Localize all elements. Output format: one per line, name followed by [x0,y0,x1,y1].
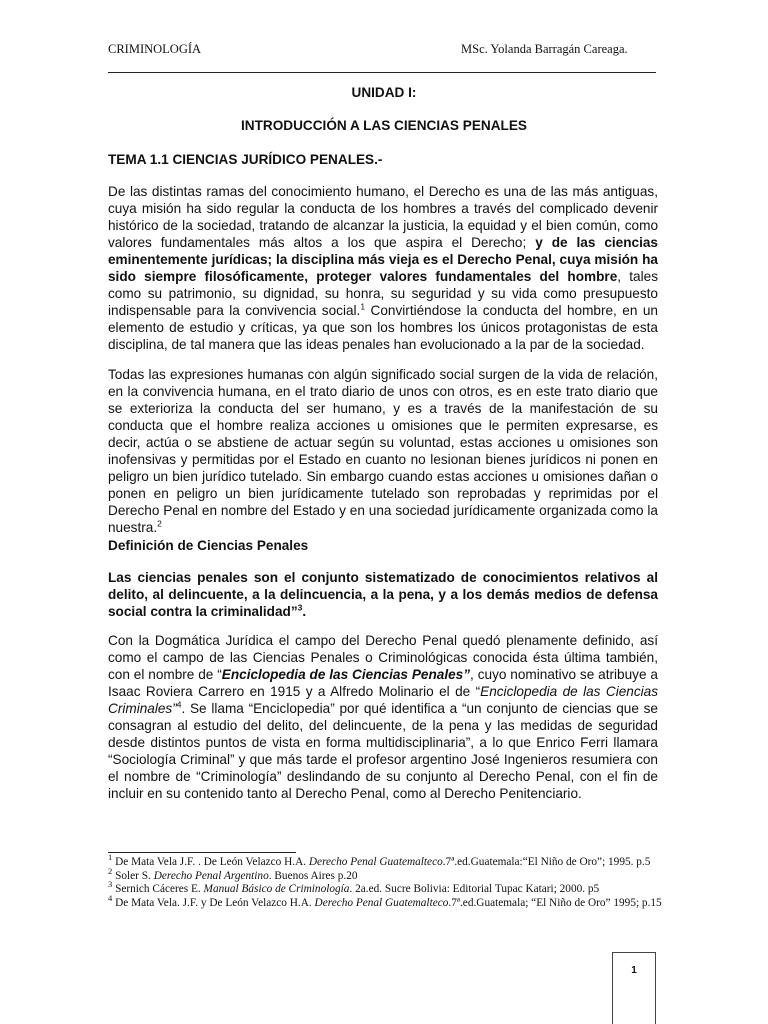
footnote-1 [108,852,668,870]
enciclopedia-ciencias-criminales: Enciclopedia de las Ciencias Criminales” [108,684,659,716]
footnote-1-publication: .7ª.ed.Guatemala:“El Niño de Oro”; 1995. p.5 [442,856,651,868]
paragraph-3-text-c: . Se llama “Enciclopedia” por qué identifica a “un conjunto de ciencias que se consagran al estudio del delito, del delincuente, de la pena y las medidas de seguridad desde distintos puntos de vista en forma multidisciplinaria”, a lo que Enrico Ferri llamara “Sociología Criminal” y que más tarde el profesor argentino José Ingenieros resumiera con el nombre de “Criminología” deslindando de su conjunto al Derecho Penal, con el fin de incluir en su contenido tanto al Derecho Penal, como al Derecho Penitenciario. [108,701,658,801]
paragraph-3-text-b: , cuyo nominativo se atribuye a Isaac Roviera Carrero en 1915 y a Alfredo Molinario el de “ [108,667,658,699]
footnote-ref-3[interactable]: 3 [297,602,303,613]
footnote-3-authors: Sernich Cáceres E. [112,883,204,896]
paragraph-1-text-a: De las distintas ramas del conocimiento humano, el Derecho es una de las más antiguas, cuya misión ha sido regular la conducta de los hombres a través del complicado devenir histórico de la sociedad, tratando de alcanzar la justicia, la equidad y el bien común, como valores fundamentales más altos a los que aspira el Derecho; [108,184,658,250]
paragraph-3 [108,632,658,802]
header-author: MSc. Yolanda Barragán Careaga. [461,42,628,56]
paragraph-3-text-a: Con la Dogmática Jurídica el campo del Derecho Penal quedó plenamente definido, así como el campo de las Ciencias Penales o Criminológicas conocida ésta última también, con el nombre de “ [108,633,658,682]
footnote-2-authors: Soler S. [112,869,154,882]
footnote-ref-2[interactable]: 2 [157,518,162,529]
definition-heading: Definición de Ciencias Penales [108,538,309,553]
footnote-4-book-title: Derecho Penal Guatemalteco [314,896,449,909]
footnote-2-number: 2 [108,865,113,876]
page-number: 1 [631,965,637,976]
footnote-1-authors: De Mata Vela J.F. . De León Velazco H.A. [112,856,309,868]
section-title: INTRODUCCIÓN A LAS CIENCIAS PENALES [241,118,527,133]
footnote-3 [108,879,668,897]
paragraph-2-text: Todas las expresiones humanas con algún significado social surgen de la vida de relación, en la convivencia humana, en el trato diario de unos con otros, es en este trato diario que se exterioriza la conducta del ser humano, y es a través de la manifestación de su conducta que el hombre realiza acciones u omisiones que le permiten expresarse, es decir, actúa o se abstiene de actuar según su voluntad, estas acciones u omisiones son inofensivas y permitidas por el Estado en cuanto no lesionan bienes jurídicos ni ponen en peligro un bien jurídico tutelado. Sin embargo cuando estas acciones u omisiones dañan o ponen en peligro un bien jurídicamente tutelado son reprobadas y reprimidas por el Derecho Penal en nombre del Estado y en una sociedad jurídicamente organizada como la nuestra. [108,367,658,535]
definition-end: . [302,604,307,619]
header-course-title: CRIMINOLOGÍA [108,42,202,56]
footnote-3-number: 3 [108,879,113,890]
topic-title: TEMA 1.1 CIENCIAS JURÍDICO PENALES.- [108,152,383,167]
header-divider [108,72,656,73]
footnote-3-publication: . 2a.ed. Sucre Bolivia: Editorial Tupac Katari; 2000. p5 [349,883,600,896]
footnotes [108,852,668,910]
page-number-box [612,952,656,1024]
footnote-1-book-title: Derecho Penal Guatemalteco [308,856,443,868]
footnote-4 [108,893,668,911]
footnote-4-number: 4 [108,893,113,904]
footnote-2 [108,865,668,884]
footnote-divider [108,852,296,853]
paragraph-1 [108,183,658,353]
definition-text [108,569,658,620]
definition-body: Las ciencias penales son el conjunto sistematizado de conocimientos relativos al delito, al delincuente, a la delincuencia, a la pena, y a los demás medios de defensa social contra la criminalidad” [108,570,658,619]
footnote-ref-1[interactable]: 1 [360,301,366,312]
footnote-1-number: 1 [108,852,113,863]
footnote-4-publication: .7ª.ed.Guatemala; “El Niño de Oro” 1995; p.15 [448,896,662,909]
footnote-2-book-title: Derecho Penal Argentino [153,869,269,882]
footnote-3-book-title: Manual Básico de Criminología [203,883,350,896]
paragraph-2 [108,366,658,536]
paragraph-1-text-b: , tales como su patrimonio, su dignidad, su honra, su seguridad y su vida como presupuesto indispensable para la convivencia social. [108,269,658,318]
footnote-4-authors: De Mata Vela. J.F. y De León Velazco H.A. [112,896,315,909]
paragraph-1-bold: y de las ciencias eminentemente jurídicas; la disciplina más vieja es el Derecho Penal, cuya misión ha sido siempre filosóficamente, proteger valores fundamentales del hombre [108,235,658,284]
enciclopedia-ciencias-penales: Enciclopedia de las Ciencias Penales” [221,667,471,682]
footnote-2-publication: . Buenos Aires p.20 [268,869,358,882]
unit-title: UNIDAD I: [351,85,417,100]
footnote-ref-4[interactable]: 4 [176,699,182,710]
paragraph-1-text-c: Convirtiéndose la conducta del hombre, en un elemento de estudio y críticas, ya que son los hombres los únicos protagonistas de esta disciplina, de tal manera que las ideas penales han evolucionado a la par de la sociedad. [108,303,658,352]
